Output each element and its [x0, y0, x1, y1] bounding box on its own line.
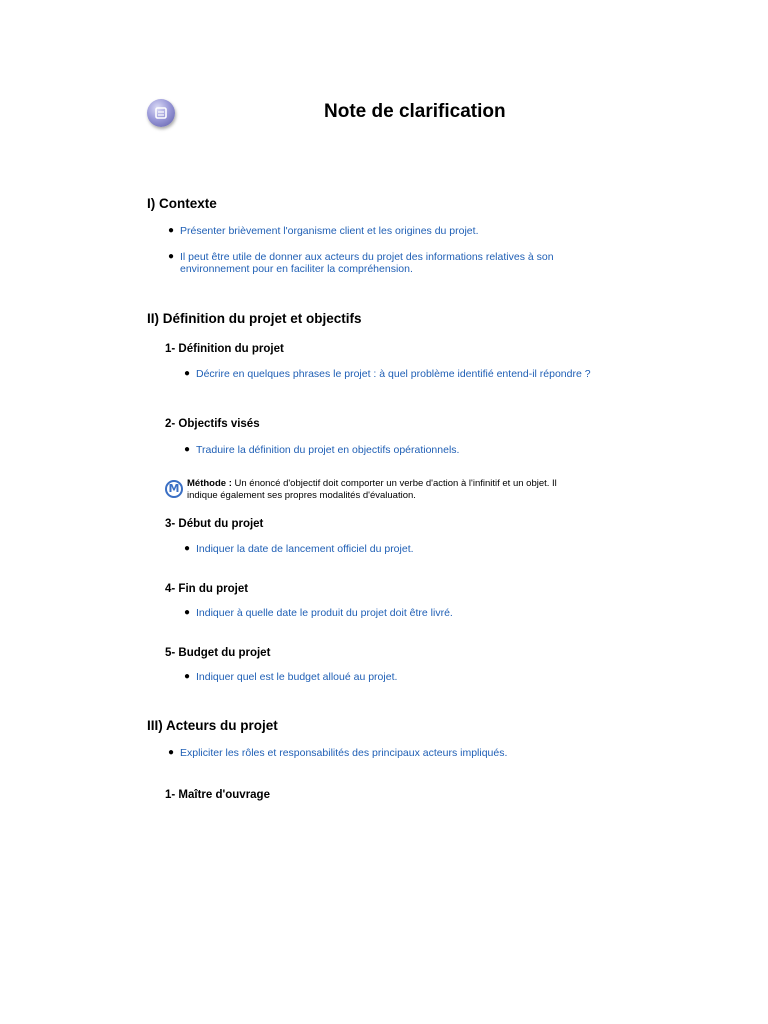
- subsection-heading-fin: 4- Fin du projet: [165, 583, 249, 595]
- list-item-text: Présenter brièvement l'organisme client et les origines du projet.: [180, 225, 479, 237]
- list-item: [168, 747, 620, 759]
- list-item: [184, 543, 642, 555]
- page-title: Note de clarification: [324, 101, 506, 122]
- bullet-dot-icon: ●: [184, 444, 191, 455]
- list-item: [168, 225, 620, 237]
- section-heading-definition: II) Définition du projet et objectifs: [147, 311, 362, 326]
- list-item-text: Expliciter les rôles et responsabilités des principaux acteurs impliqués.: [180, 747, 508, 759]
- list-item-text: Indiquer quel est le budget alloué au projet.: [196, 671, 398, 683]
- methode-text: [187, 478, 567, 501]
- subsection-heading-objectifs: 2- Objectifs visés: [165, 418, 260, 430]
- list-item-text: Indiquer la date de lancement officiel du projet.: [196, 543, 414, 555]
- list-item: [184, 607, 642, 619]
- section-heading-acteurs: III) Acteurs du projet: [147, 718, 278, 733]
- list-item-text: Traduire la définition du projet en objectifs opérationnels.: [196, 444, 460, 456]
- subsection-heading-definition: 1- Définition du projet: [165, 343, 284, 355]
- methode-body: Un énoncé d'objectif doit comporter un verbe d'action à l'infinitif et un objet. Il indique également ses propres modalités d'évaluation.: [187, 478, 557, 501]
- methode-label: Méthode :: [187, 478, 232, 489]
- list-item: [168, 251, 620, 275]
- bullet-dot-icon: ●: [184, 368, 191, 379]
- logo-icon: [147, 99, 175, 127]
- list-item-text: Indiquer à quelle date le produit du projet doit être livré.: [196, 607, 453, 619]
- bullet-dot-icon: ●: [184, 543, 191, 554]
- list-item: [184, 368, 642, 380]
- list-item: [184, 671, 642, 683]
- bullet-dot-icon: ●: [168, 251, 175, 262]
- bullet-dot-icon: ●: [184, 607, 191, 618]
- subsection-heading-maitre-ouvrage: 1- Maître d'ouvrage: [165, 789, 270, 801]
- bullet-dot-icon: ●: [168, 225, 175, 236]
- list-item: [184, 444, 642, 456]
- list-item-text: Décrire en quelques phrases le projet : à quel problème identifié entend-il répondre ?: [196, 368, 591, 380]
- bullet-dot-icon: ●: [168, 747, 175, 758]
- bullet-dot-icon: ●: [184, 671, 191, 682]
- subsection-heading-debut: 3- Début du projet: [165, 518, 264, 530]
- section-heading-contexte: I) Contexte: [147, 196, 217, 211]
- subsection-heading-budget: 5- Budget du projet: [165, 647, 271, 659]
- list-item-text: Il peut être utile de donner aux acteurs du projet des informations relatives à son environnement pour en faciliter la compréhension.: [180, 251, 554, 275]
- methode-icon: M: [165, 480, 183, 498]
